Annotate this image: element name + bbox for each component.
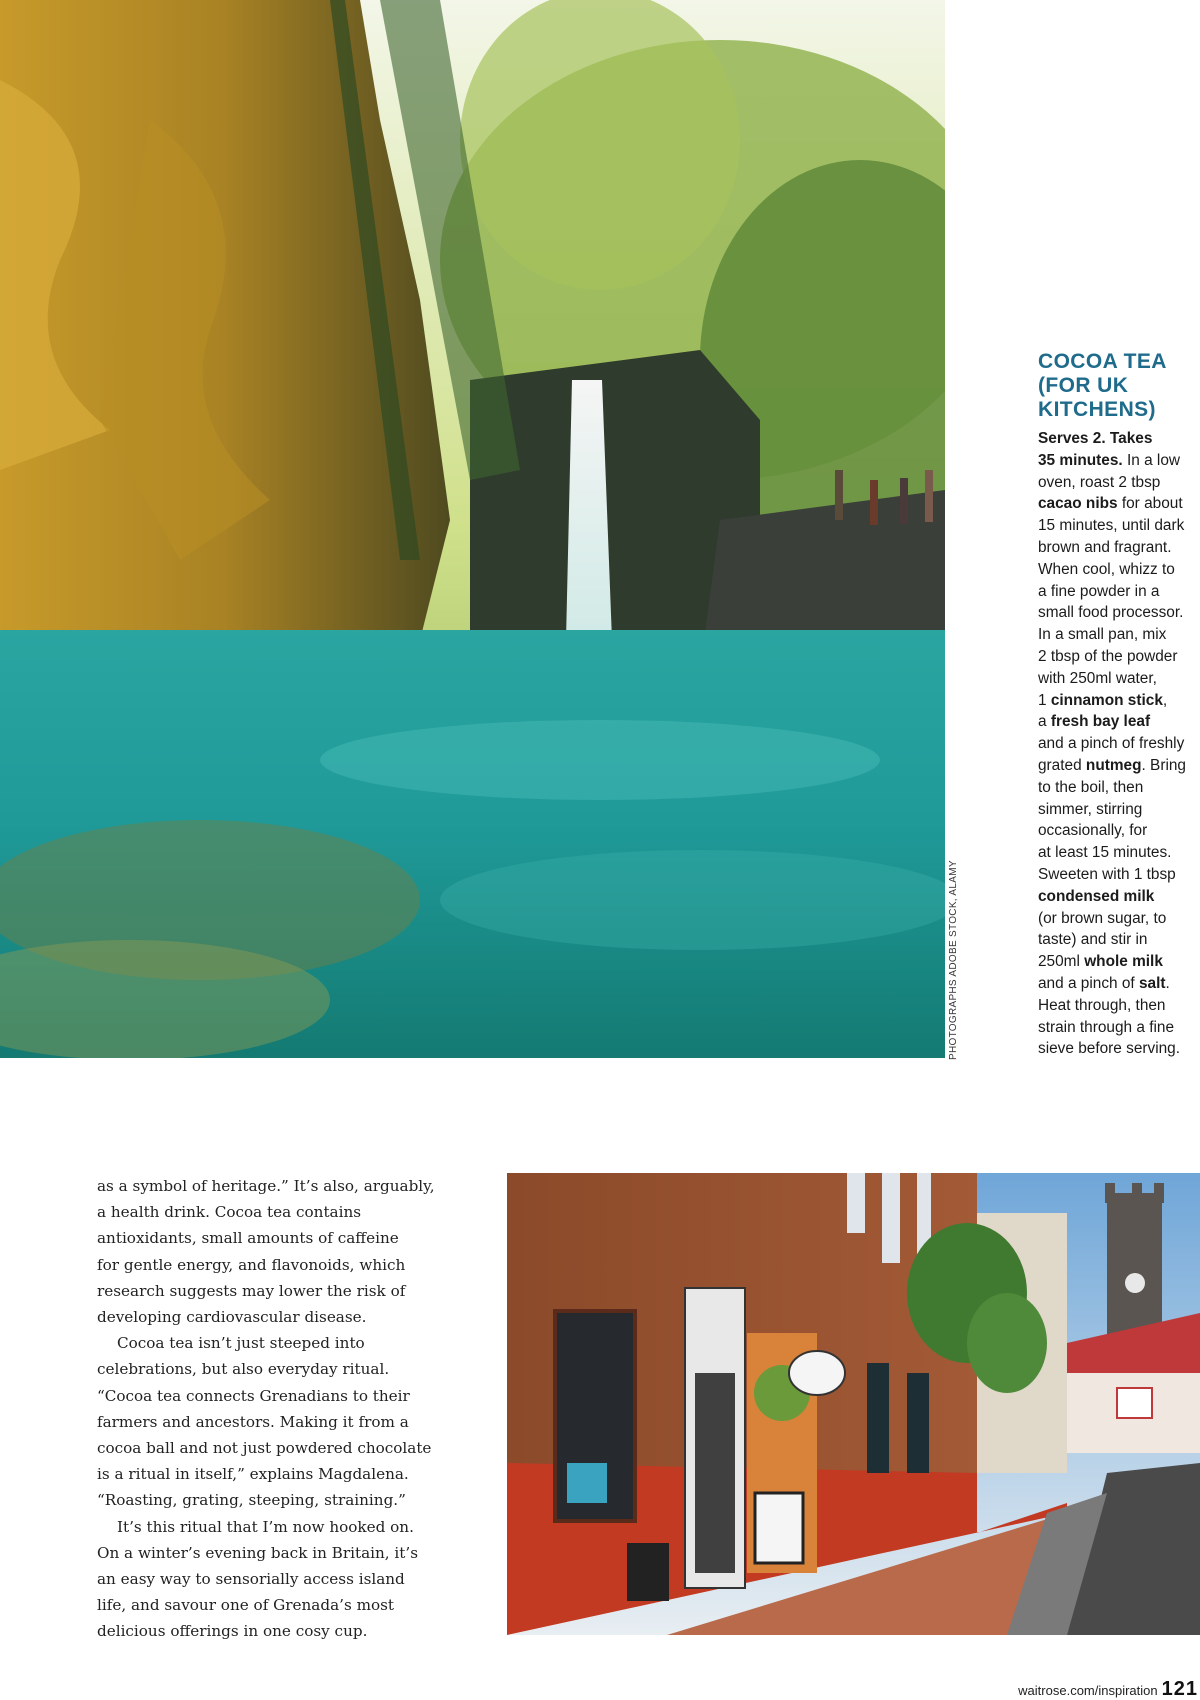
recipe-text: brown and fragrant. — [1038, 538, 1172, 556]
recipe-ingredient: 35 minutes. — [1038, 451, 1123, 469]
page-number: 121 — [1161, 1678, 1198, 1700]
recipe-line — [1038, 428, 1198, 450]
recipe-text: In a small pan, mix — [1038, 626, 1167, 644]
article-line: life, and savour one of Grenada’s most — [97, 1596, 395, 1615]
recipe-text: oven, roast 2 tbsp — [1038, 473, 1161, 491]
recipe-text: In a low — [1122, 451, 1181, 469]
article-line: “Cocoa tea connects Grenadians to their — [97, 1386, 410, 1405]
article-line: for gentle energy, and flavonoids, which — [97, 1255, 406, 1274]
recipe-text: with 250ml water, — [1038, 669, 1157, 687]
recipe-title — [1038, 350, 1198, 422]
recipe-line — [1038, 668, 1198, 690]
recipe-line — [1038, 799, 1198, 821]
article-line: an easy way to sensorially access island — [97, 1570, 405, 1589]
article-line: a health drink. Cocoa tea contains — [97, 1203, 362, 1222]
recipe-line — [1038, 995, 1198, 1017]
recipe-text: occasionally, for — [1038, 822, 1148, 840]
recipe-text: strain through a fine — [1038, 1018, 1175, 1036]
recipe-text: a — [1038, 713, 1051, 731]
footer-url: waitrose.com/inspiration — [1018, 1683, 1158, 1698]
recipe-title-line: KITCHENS) — [1038, 398, 1156, 421]
article-line: Cocoa tea isn’t just steeped into — [117, 1334, 365, 1353]
recipe-line — [1038, 711, 1198, 733]
waterfall-photo — [0, 0, 945, 1058]
recipe-text: . — [1165, 974, 1170, 992]
recipe-line — [1038, 493, 1198, 515]
recipe-text: grated — [1038, 756, 1086, 774]
article-line: as a symbol of heritage.” It’s also, arguably, — [97, 1177, 435, 1195]
recipe-line — [1038, 450, 1198, 472]
article-line: celebrations, but also everyday ritual. — [97, 1360, 390, 1379]
recipe-line — [1038, 842, 1198, 864]
recipe-ingredient: whole milk — [1084, 953, 1163, 971]
recipe-text: 1 — [1038, 691, 1051, 709]
recipe-text: and a pinch of freshly — [1038, 735, 1185, 753]
article-line: “Roasting, grating, steeping, straining.” — [97, 1491, 406, 1510]
article-line: It’s this ritual that I’m now hooked on. — [117, 1517, 414, 1536]
recipe-text: Heat through, then — [1038, 996, 1166, 1014]
recipe-line — [1038, 690, 1198, 712]
recipe-line — [1038, 1017, 1198, 1039]
article-line: On a winter’s evening back in Britain, it’s — [97, 1543, 418, 1562]
recipe-line — [1038, 581, 1198, 603]
recipe-line — [1038, 537, 1198, 559]
recipe-sidebar — [1038, 350, 1198, 1060]
recipe-text: sieve before serving. — [1038, 1040, 1181, 1058]
recipe-ingredient: Serves 2. Takes — [1038, 430, 1153, 447]
recipe-text: a fine powder in a — [1038, 582, 1160, 600]
recipe-title-line: COCOA TEA — [1038, 350, 1167, 373]
recipe-line — [1038, 646, 1198, 668]
recipe-line — [1038, 755, 1198, 777]
recipe-line — [1038, 864, 1198, 886]
recipe-line — [1038, 515, 1198, 537]
article-body — [97, 1173, 457, 1645]
recipe-ingredient: nutmeg — [1085, 756, 1142, 774]
recipe-line — [1038, 624, 1198, 646]
page-footer — [1018, 1678, 1198, 1700]
recipe-line — [1038, 908, 1198, 930]
recipe-text: 15 minutes, until dark — [1038, 517, 1185, 535]
recipe-text: , — [1162, 691, 1168, 709]
recipe-line — [1038, 777, 1198, 799]
recipe-method — [1038, 428, 1198, 1060]
recipe-line — [1038, 472, 1198, 494]
recipe-ingredient: condensed milk — [1038, 887, 1155, 905]
recipe-line — [1038, 973, 1198, 995]
article-line: is a ritual in itself,” explains Magdalena. — [97, 1465, 409, 1484]
recipe-line — [1038, 602, 1198, 624]
recipe-text: small food processor. — [1038, 604, 1184, 622]
photo-credit: PHOTOGRAPHS ADOBE STOCK, ALAMY — [948, 860, 959, 1060]
recipe-ingredient: fresh bay leaf — [1050, 713, 1151, 731]
recipe-line — [1038, 951, 1198, 973]
street-photo — [507, 1173, 1200, 1635]
recipe-text: (or brown sugar, to — [1038, 909, 1167, 927]
recipe-line — [1038, 733, 1198, 755]
recipe-text: at least 15 minutes. — [1038, 844, 1172, 862]
article-line: developing cardiovascular disease. — [97, 1308, 367, 1327]
article-line: delicious offerings in one cosy cup. — [97, 1622, 368, 1641]
recipe-line — [1038, 1038, 1198, 1060]
recipe-text: for about — [1117, 495, 1183, 513]
recipe-text: Sweeten with 1 tbsp — [1038, 865, 1176, 883]
recipe-line — [1038, 820, 1198, 842]
recipe-ingredient: cinnamon stick — [1050, 691, 1163, 709]
article-line: antioxidants, small amounts of caffeine — [97, 1229, 399, 1248]
recipe-text: . Bring — [1141, 756, 1186, 774]
recipe-text: 2 tbsp of the powder — [1038, 647, 1178, 665]
article-line: cocoa ball and not just powdered chocolate — [97, 1439, 432, 1458]
recipe-text: and a pinch of — [1038, 974, 1139, 992]
recipe-ingredient: cacao nibs — [1038, 495, 1118, 513]
recipe-text: When cool, whizz to — [1038, 560, 1175, 578]
recipe-text: simmer, stirring — [1038, 800, 1143, 818]
recipe-title-line: (FOR UK — [1038, 374, 1129, 397]
article-line: research suggests may lower the risk of — [97, 1281, 406, 1300]
article-line: farmers and ancestors. Making it from a — [97, 1412, 409, 1431]
recipe-text: to the boil, then — [1038, 778, 1144, 796]
recipe-ingredient: salt — [1138, 974, 1166, 992]
recipe-line — [1038, 886, 1198, 908]
recipe-line — [1038, 559, 1198, 581]
recipe-text: 250ml — [1038, 953, 1085, 971]
recipe-line — [1038, 929, 1198, 951]
recipe-text: taste) and stir in — [1038, 931, 1148, 949]
